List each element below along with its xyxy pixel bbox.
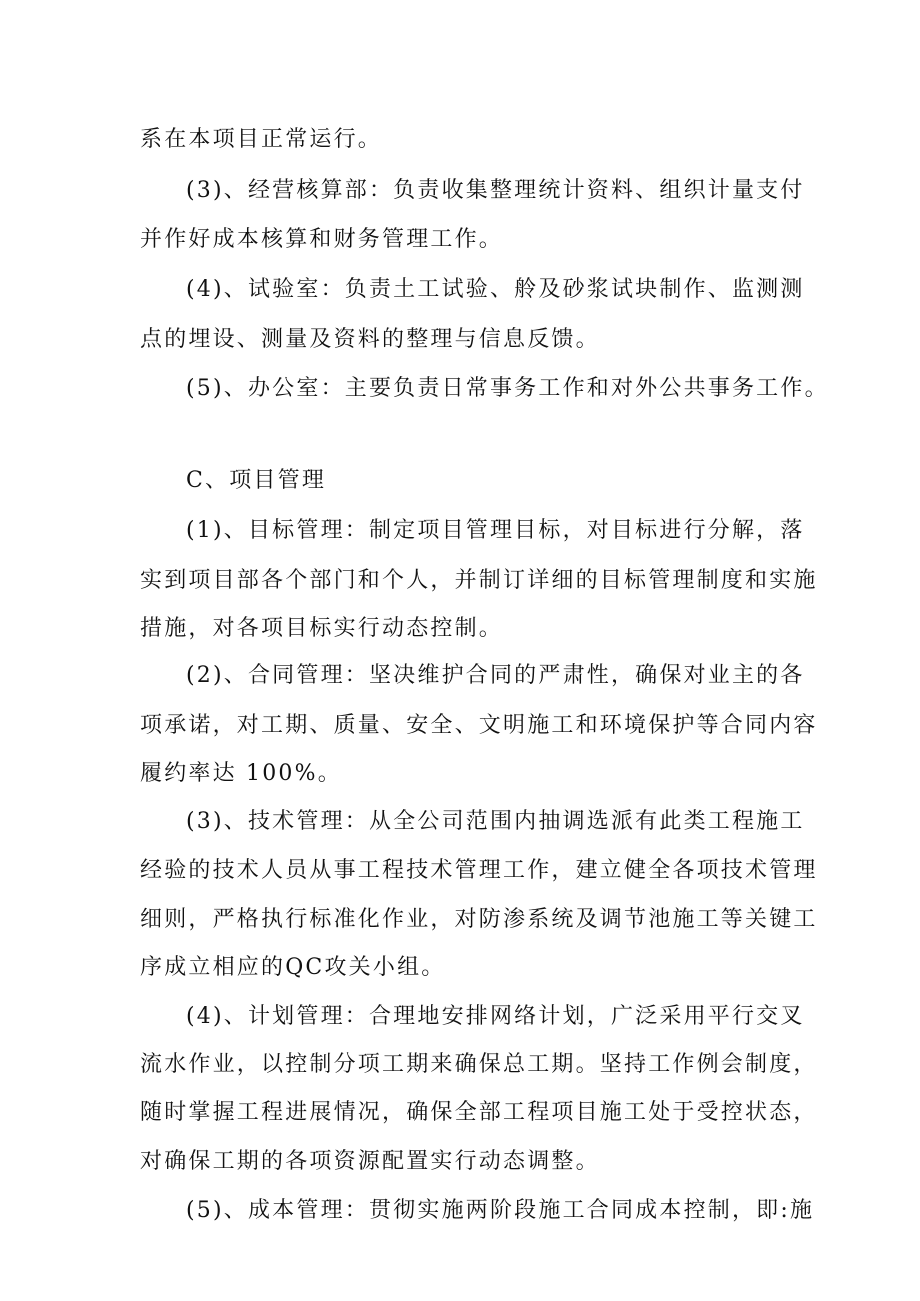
- section-heading: C、项目管理: [186, 468, 327, 493]
- paragraph-line: (5)、成本管理：贯彻实施两阶段施工合同成本控制，即:施: [186, 1198, 815, 1223]
- paragraph-line: 流水作业，以控制分项工期来确保总工期。坚持工作例会制度，: [140, 1052, 818, 1077]
- paragraph-line: 系在本项目正常运行。: [140, 127, 383, 152]
- paragraph-line: 细则，严格执行标准化作业，对防渗系统及调节池施工等关键工: [140, 907, 818, 932]
- paragraph-line: 项承诺，对工期、质量、安全、文明施工和环境保护等合同内容: [140, 713, 818, 738]
- paragraph-line: 实到项目部各个部门和个人，并制订详细的目标管理制度和实施: [140, 568, 818, 593]
- paragraph-line: (4)、试验室：负责土工试验、舲及砂浆试块制作、监测测: [186, 277, 805, 302]
- paragraph-line: (1)、目标管理：制定项目管理目标，对目标进行分解，落: [186, 518, 805, 543]
- paragraph-line: 对确保工期的各项资源配置实行动态调整。: [140, 1149, 600, 1174]
- paragraph-line: (4)、计划管理：合理地安排网络计划，广泛采用平行交叉: [186, 1004, 805, 1029]
- paragraph-line: (2)、合同管理：坚决维护合同的严肃性，确保对业主的各: [186, 663, 805, 688]
- paragraph-line: (3)、技术管理：从全公司范围内抽调选派有此类工程施工: [186, 809, 805, 834]
- paragraph-line: (3)、经营核算部：负责收集整理统计资料、组织计量支付: [186, 178, 805, 203]
- paragraph-line: 序成立相应的QC攻关小组。: [140, 955, 446, 980]
- paragraph-line: 点的埋设、测量及资料的整理与信息反馈。: [140, 327, 600, 352]
- paragraph-line: 随时掌握工程进展情况，确保全部工程项目施工处于受控状态，: [140, 1100, 818, 1125]
- paragraph-line: (5)、办公室：主要负责日常事务工作和对外公共事务工作。: [186, 376, 829, 401]
- paragraph-line: 并作好成本核算和财务管理工作。: [140, 227, 504, 252]
- paragraph-line: 经验的技术人员从事工程技术管理工作，建立健全各项技术管理: [140, 858, 818, 883]
- paragraph-line: 履约率达 100%。: [140, 761, 342, 786]
- paragraph-line: 措施，对各项目标实行动态控制。: [140, 616, 504, 641]
